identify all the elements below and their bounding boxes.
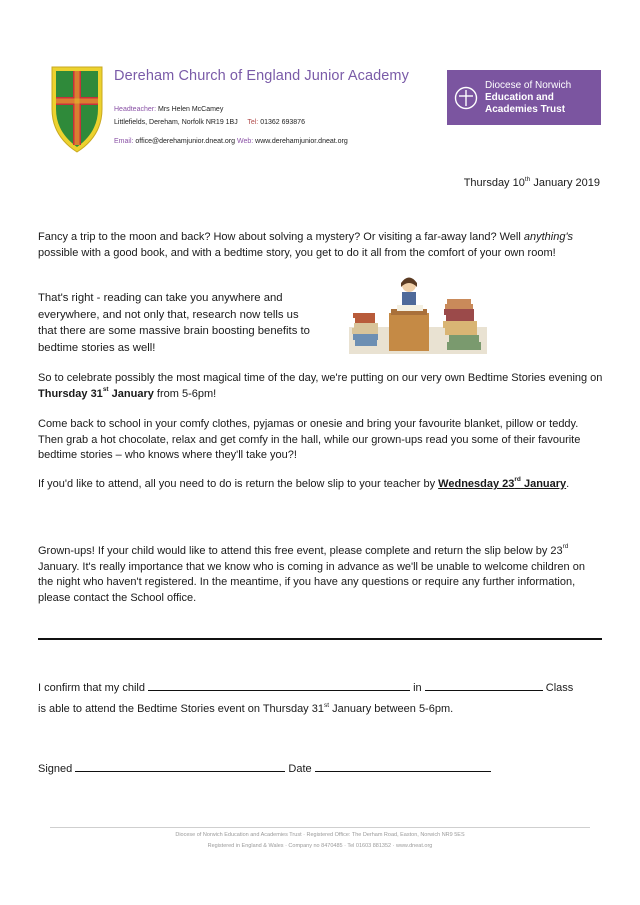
school-address: Littlefields, Dereham, Norfolk NR19 1BJ (114, 119, 238, 126)
web-address[interactable]: www.derehamjunior.dneat.org (255, 138, 348, 145)
web-label: Web: (236, 138, 254, 145)
signature-line (38, 762, 491, 775)
email-label: Email: (114, 138, 134, 145)
address-line (114, 119, 305, 126)
date-label: Date (288, 763, 312, 775)
letter-date: Thursday 10th January 2019 (463, 176, 600, 189)
date-field[interactable] (315, 762, 491, 772)
in-label: in (413, 682, 422, 694)
cut-line-divider (38, 638, 602, 640)
diocese-logo (447, 70, 601, 125)
diocese-line-3: Academies Trust (485, 103, 566, 115)
footer-line-1: Diocese of Norwich Education and Academies Trust · Registered Office: The Derham Road, Easton, Norwich NR9 5ES (175, 832, 465, 838)
attendance-line: is able to attend the Bedtime Stories event on Thursday 31st January between 5-6pm. (38, 702, 454, 715)
headteacher-line (114, 106, 223, 113)
child-name-field[interactable] (148, 681, 410, 691)
email-web-line (114, 138, 348, 145)
reading-girl-illustration (349, 269, 487, 354)
signature-field[interactable] (75, 762, 285, 772)
grown-ups-paragraph: Grown-ups! If your child would like to attend this free event, please complete and return the slip below by 23rd January. It's really importance that we know who is coming in advance as we'll be unable to welcome children on the night who haven't registered. In the meantime, if you have any questions or require any further information, please contact the School office. (38, 543, 585, 604)
headteacher-label: Headteacher: (114, 106, 157, 113)
event-paragraph: So to celebrate possibly the most magical time of the day, we're putting on our very own Bedtime Stories evening on Thursday 31st January from 5-6pm! (38, 372, 603, 400)
tel-number: 01362 693876 (260, 119, 305, 126)
class-field[interactable] (425, 681, 543, 691)
diocese-line-2: Education and (485, 91, 554, 103)
signed-label: Signed (38, 763, 73, 775)
school-crest-logo (49, 64, 105, 154)
footer-line-2: Registered in England & Wales · Company no 8470485 · Tel 01603 881352 · www.dneat.org (207, 843, 433, 849)
email-address[interactable]: office@derehamjunior.dneat.org (135, 138, 236, 145)
confirm-line (38, 681, 573, 694)
tel-label: Tel: (247, 119, 259, 126)
return-slip-paragraph: If you'd like to attend, all you need to do is return the below slip to your teacher by Wednesday 23rd January. (38, 476, 570, 490)
reading-benefits-paragraph: That's right - reading can take you anywhere and everywhere, and not only that, research now tells us that there are some massive brain boosting benefits to bedtime stories as well! (38, 292, 310, 354)
comfy-clothes-paragraph: Come back to school in your comfy clothes, pyjamas or onesie and bring your favourite blanket, pillow or teddy. Then grab a hot chocolate, relax and get comfy in the hall, while our grown-ups read you some of their favourite bedtime stories – who knows where they'll take you?! (38, 418, 581, 462)
footer-divider (50, 827, 590, 828)
class-label: Class (545, 682, 574, 694)
confirm-label: I confirm that my child (38, 682, 145, 694)
intro-paragraph: Fancy a trip to the moon and back? How about solving a mystery? Or visiting a far-away land? Well anything's possible with a good book, and with a bedtime story, you get to do it all from the comfort of your own room! (38, 231, 574, 259)
school-name: Dereham Church of England Junior Academy (114, 68, 409, 84)
cross-circle-icon (454, 86, 478, 110)
headteacher-name: Mrs Helen McCamey (157, 106, 224, 113)
diocese-line-1: Diocese of Norwich (485, 79, 572, 91)
